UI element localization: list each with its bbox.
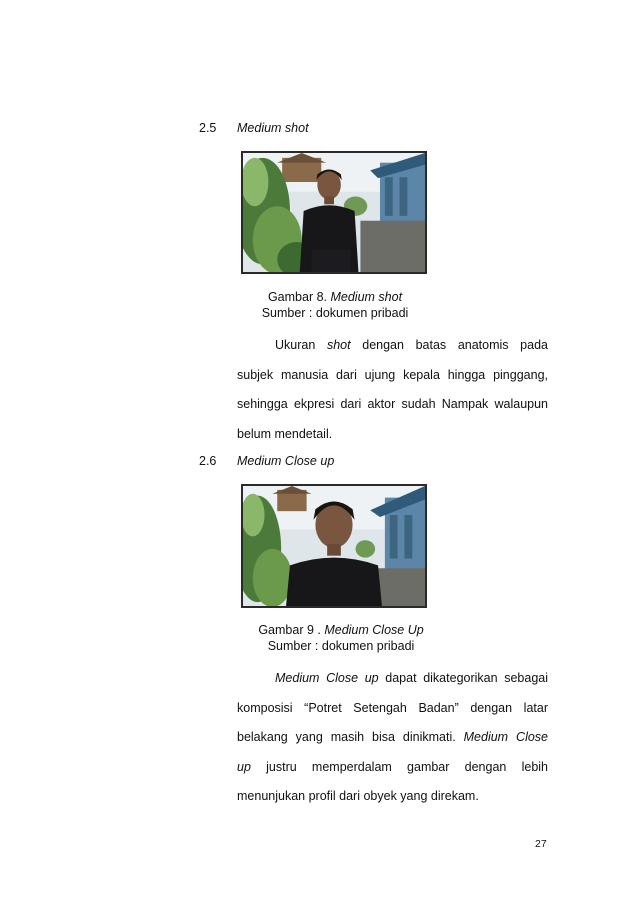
figure-9-photo xyxy=(241,484,427,608)
section-heading-2-5 xyxy=(199,121,499,139)
paragraph-line: komposisi “Potret Setengah Badan” dengan latar xyxy=(237,700,548,715)
figure-9-label: Gambar 9 . xyxy=(258,623,325,637)
figure-8-caption xyxy=(220,289,450,321)
paragraph-medium-shot xyxy=(237,331,548,449)
figure-9-caption xyxy=(226,622,456,654)
paragraph-line: Ukuran shot dengan batas anatomis pada xyxy=(275,338,548,352)
page-number: 27 xyxy=(535,838,547,850)
figure-8-photo xyxy=(241,151,427,274)
paragraph-line: menunjukan profil dari obyek yang direkam. xyxy=(237,789,479,803)
section-heading-2-6 xyxy=(199,454,499,472)
paragraph-line: belakang yang masih bisa dinikmati. Medium Close xyxy=(237,730,549,744)
paragraph-line: up justru memperdalam gambar dengan lebih xyxy=(237,759,548,774)
paragraph-line: Medium Close up dapat dikategorikan sebagai xyxy=(275,671,548,685)
section-title: Medium shot xyxy=(237,121,309,135)
paragraph-line: belum mendetail. xyxy=(237,426,333,441)
figure-8-caption-line xyxy=(220,289,450,305)
section-number: 2.5 xyxy=(199,121,217,135)
paragraph-line: subjek manusia dari ujung kepala hingga pinggang, xyxy=(237,367,548,382)
paragraph-medium-close-up xyxy=(237,664,548,812)
section-title: Medium Close up xyxy=(237,454,335,468)
section-number: 2.6 xyxy=(199,454,217,468)
figure-9-caption-line xyxy=(226,622,456,638)
figure-9-source: Sumber : dokumen pribadi xyxy=(267,639,415,653)
figure-8-label: Gambar 8. xyxy=(267,290,331,304)
paragraph-line: sehingga ekpresi dari aktor sudah Nampak walaupun xyxy=(237,397,548,411)
figure-8-source: Sumber : dokumen pribadi xyxy=(261,306,409,320)
figure-9-title: Medium Close Up xyxy=(324,623,424,637)
figure-8-title: Medium shot xyxy=(330,290,403,304)
